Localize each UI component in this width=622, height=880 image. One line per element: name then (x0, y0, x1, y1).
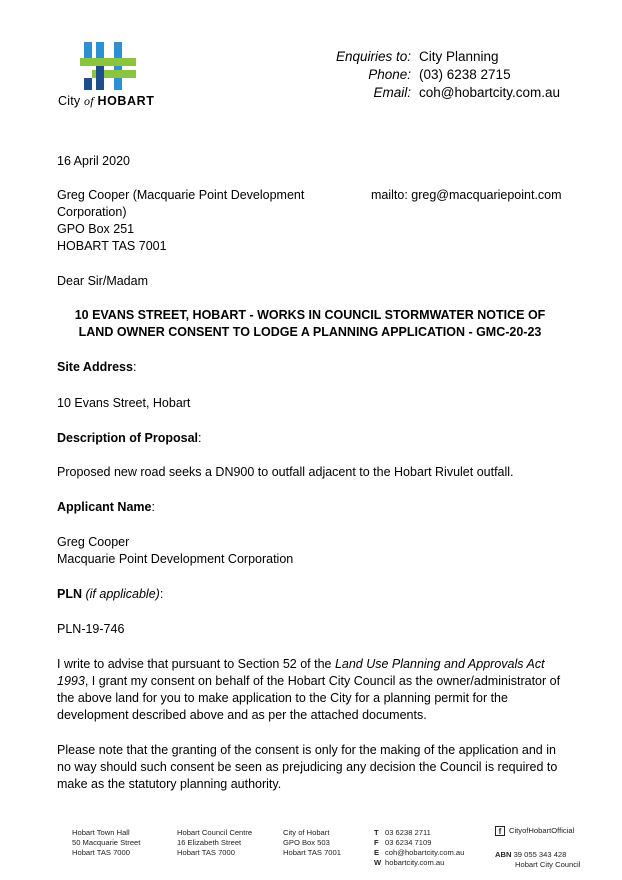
enquiries-block (316, 48, 560, 102)
footer-postal (283, 828, 341, 858)
brand-wordmark (58, 94, 155, 109)
letter-date: 16 April 2020 (57, 154, 130, 168)
pln-note: (if applicable) (85, 587, 160, 601)
contact-key: F (374, 838, 379, 847)
abn-number: 39 055 343 428 (513, 850, 567, 859)
contact-phone[interactable]: 03 6238 2711 (385, 828, 431, 837)
applicant-label-text: Applicant Name (57, 500, 152, 514)
letter-heading (57, 307, 563, 341)
pln-label-text: PLN (57, 587, 82, 601)
proposal-value: Proposed new road seeks a DN900 to outfall adjacent to the Hobart Rivulet outfall. (57, 465, 514, 479)
note-paragraph: Please note that the granting of the consent is only for the making of the application and in no way should such consent be seen as prejudicing any decision the Council is required to make as the statutory planning authority. (57, 743, 558, 791)
footer-social (495, 826, 574, 836)
proposal-label: Description of Proposal: (57, 431, 202, 445)
pln-label: PLN (if applicable): (57, 587, 164, 601)
brand-name: HOBART (97, 94, 155, 108)
recipient-line-3: GPO Box 251 (57, 222, 135, 236)
consent-paragraph (57, 656, 563, 724)
contact-email[interactable]: coh@hobartcity.com.au (385, 848, 465, 857)
footer-council-centre (177, 828, 252, 858)
contact-key: E (374, 848, 380, 857)
footer-line: City of Hobart (283, 828, 330, 837)
footer-line: Hobart Town Hall (72, 828, 130, 837)
recipient-line-2: Corporation) (57, 205, 127, 219)
consent-text-b: , I grant my consent on behalf of the Hobart City Council as the owner/administrator of the above land for you to make application to the City for a planning permit for the development described above and as per the attached documents. (57, 674, 561, 722)
email-value[interactable]: coh@hobartcity.com.au (419, 85, 561, 100)
brand-of: of (84, 94, 94, 108)
site-address-label-text: Site Address (57, 360, 133, 374)
heading-line-2: LAND OWNER CONSENT TO LODGE A PLANNING APPLICATION - GMC-20-23 (78, 325, 542, 339)
footer-contacts (374, 828, 464, 868)
enquiries-label: Enquiries to: (335, 49, 411, 64)
footer-line: Hobart TAS 7000 (177, 848, 235, 857)
enquiries-value: City Planning (419, 49, 499, 64)
applicant-name: Greg Cooper (57, 535, 130, 549)
applicant-org: Macquarie Point Development Corporation (57, 552, 294, 566)
footer-line: GPO Box 503 (283, 838, 330, 847)
heading-line-1: 10 EVANS STREET, HOBART - WORKS IN COUNCIL STORMWATER NOTICE OF (74, 308, 546, 322)
contact-fax: 03 6234 7109 (385, 838, 432, 847)
site-address-value: 10 Evans Street, Hobart (57, 396, 191, 410)
footer-line: Hobart TAS 7000 (72, 848, 130, 857)
recipient-line-4: HOBART TAS 7001 (57, 239, 167, 253)
city-of-hobart-logo (80, 42, 136, 90)
abn-label: ABN (495, 850, 512, 859)
applicant-label: Applicant Name: (57, 500, 155, 514)
brand-prefix: City (58, 94, 81, 108)
recipient-line-1: Greg Cooper (Macquarie Point Development (57, 188, 305, 202)
email-label: Email: (373, 85, 411, 100)
footer-line: 16 Elizabeth Street (177, 838, 242, 847)
proposal-label-text: Description of Proposal (57, 431, 198, 445)
footer-abn (495, 850, 580, 870)
contact-key: W (374, 858, 382, 867)
mailto-link[interactable]: mailto: greg@macquariepoint.com (371, 188, 562, 202)
site-address-label: Site Address: (57, 360, 137, 374)
phone-value: (03) 6238 2715 (419, 67, 511, 82)
phone-label: Phone: (368, 67, 411, 82)
footer-town-hall (72, 828, 140, 858)
pln-value: PLN-19-746 (57, 622, 125, 636)
abn-entity: Hobart City Council (515, 860, 581, 869)
footer-line: 50 Macquarie Street (72, 838, 141, 847)
contact-key: T (374, 828, 379, 837)
social-handle[interactable]: CityofHobartOfficial (509, 826, 575, 835)
consent-text-a: I write to advise that pursuant to Section 52 of the (57, 657, 335, 671)
footer-line: Hobart TAS 7001 (283, 848, 341, 857)
act-title: Land Use Planning and Approvals Act 1993 (57, 657, 545, 688)
footer-line: Hobart Council Centre (177, 828, 253, 837)
salutation: Dear Sir/Madam (57, 274, 148, 288)
contact-website[interactable]: hobartcity.com.au (385, 858, 445, 867)
facebook-icon: f (495, 826, 505, 836)
